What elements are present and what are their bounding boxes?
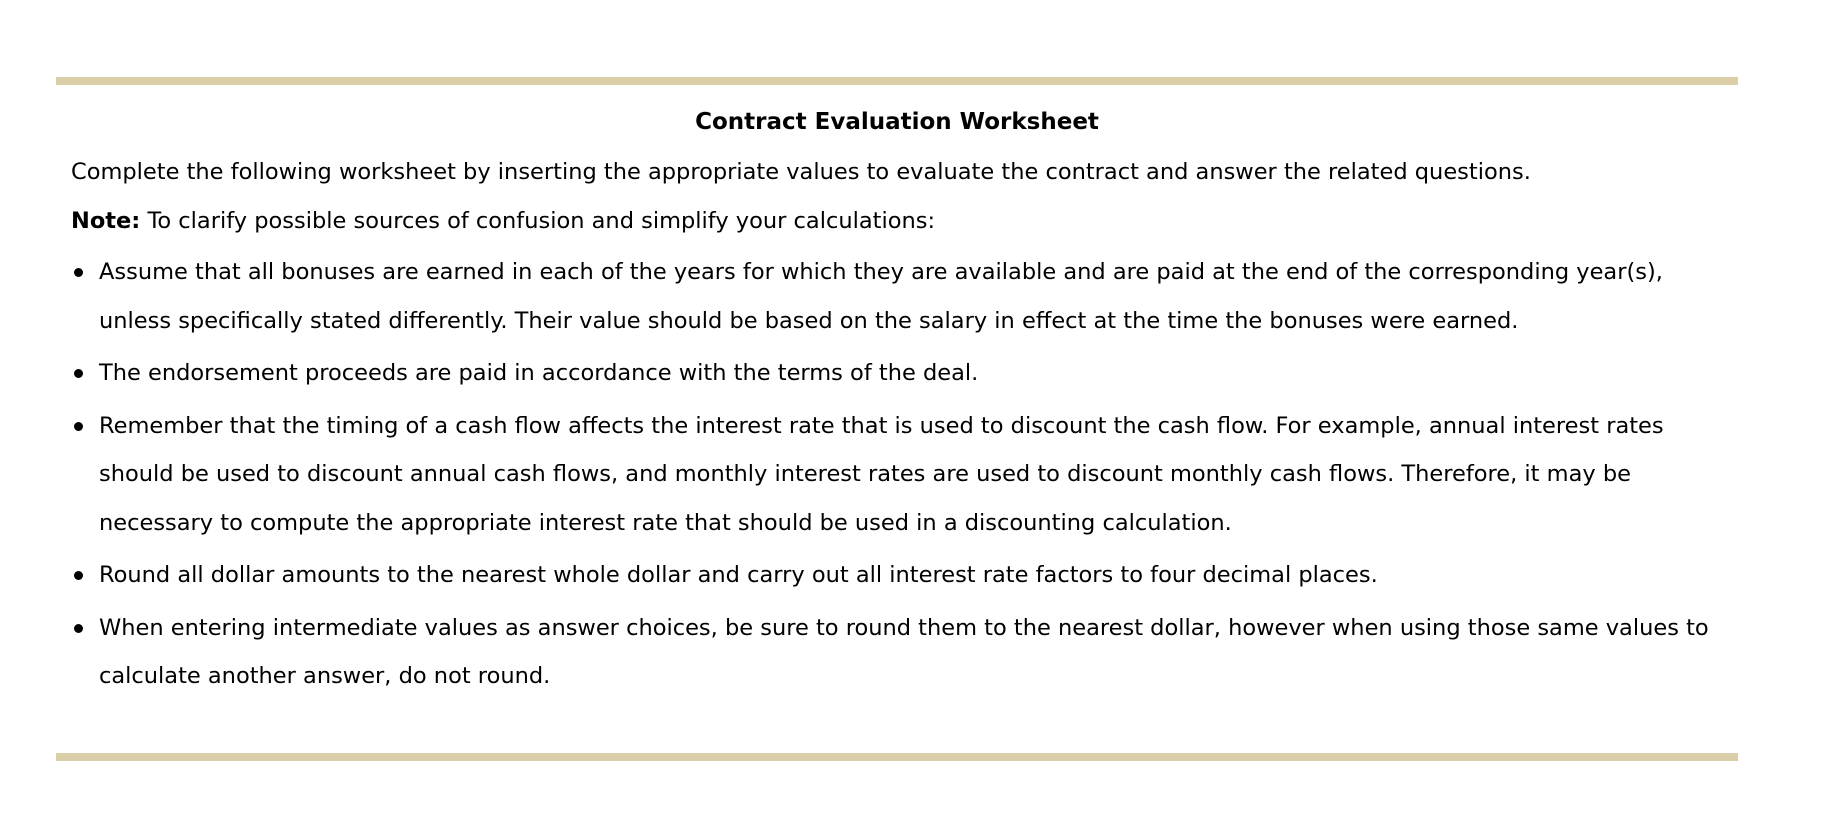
bullet-icon [74, 422, 83, 431]
list-item-text: Assume that all bonuses are earned in each of the years for which they are available and are paid at the end of the corresponding year(s), unless specifically stated differently. Their value should be based on the salary in effect at the time the bonuses were earned. [99, 259, 1663, 334]
list-item [56, 551, 1738, 600]
list-item [56, 349, 1738, 398]
worksheet-intro: Complete the following worksheet by inserting the appropriate values to evaluate the contract and answer the related questions. [71, 159, 1531, 185]
bullet-icon [74, 268, 83, 277]
list-item-text: Remember that the timing of a cash flow affects the interest rate that is used to discount the cash flow. For example, annual interest rates should be used to discount annual cash flows, and monthly interest rates are used to discount monthly cash flows. Therefore, it may be necessary to compute the appropriate interest rate that should be used in a discounting calculation. [99, 412, 1664, 536]
worksheet-note [71, 206, 1738, 236]
bullet-icon [74, 571, 83, 580]
list-item [56, 402, 1738, 548]
note-text: To clarify possible sources of confusion and simplify your calculations: [140, 208, 936, 234]
instruction-list [56, 248, 1738, 701]
bullet-icon [74, 624, 83, 633]
worksheet-title: Contract Evaluation Worksheet [695, 109, 1099, 135]
note-label: Note: [71, 208, 141, 234]
list-item [56, 604, 1738, 701]
worksheet-panel [56, 77, 1738, 761]
bullet-icon [74, 369, 83, 378]
list-item [56, 248, 1738, 345]
list-item-text: The endorsement proceeds are paid in accordance with the terms of the deal. [99, 360, 979, 386]
list-item-text: When entering intermediate values as answer choices, be sure to round them to the nearest dollar, however when using those same values to calculate another answer, do not round. [99, 614, 1709, 689]
list-item-text: Round all dollar amounts to the nearest whole dollar and carry out all interest rate factors to four decimal places. [99, 562, 1378, 588]
